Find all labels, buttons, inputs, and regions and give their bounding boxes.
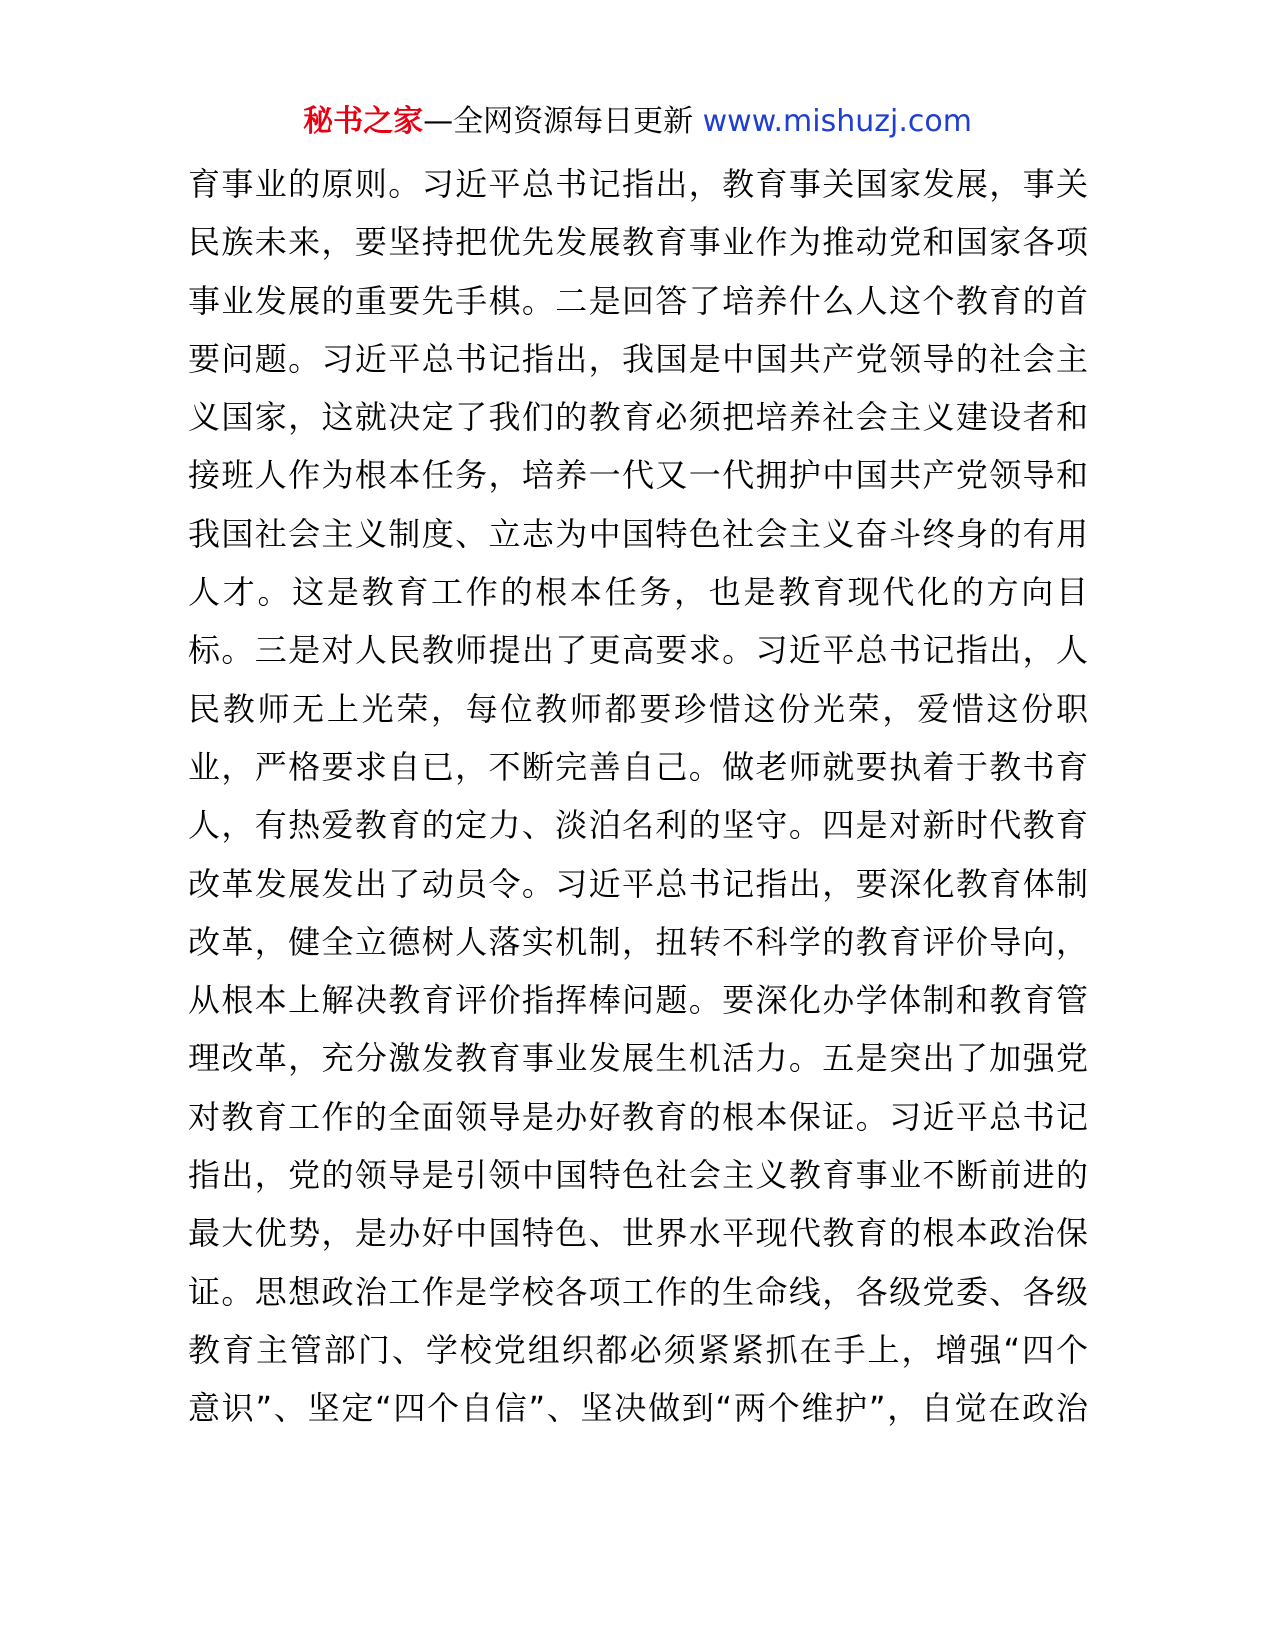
text-line: 意识”、坚定“四个自信”、坚决做到“两个维护”，自觉在政治: [188, 1389, 1088, 1428]
text-line: 人，有热爱教育的定力、淡泊名利的坚守。四是对新时代教育: [188, 806, 1088, 845]
website-link[interactable]: www.mishuzj.com: [702, 104, 972, 139]
page-header: [0, 100, 1275, 144]
text-line: 民族未来，要坚持把优先发展教育事业作为推动党和国家各项: [188, 223, 1088, 262]
text-line: 我国社会主义制度、立志为中国特色社会主义奋斗终身的有用: [188, 514, 1088, 553]
text-line: 改革发展发出了动员令。习近平总书记指出，要深化教育体制: [188, 864, 1088, 903]
text-line: 接班人作为根本任务，培养一代又一代拥护中国共产党领导和: [188, 456, 1088, 495]
text-line: 育事业的原则。习近平总书记指出，教育事关国家发展，事关: [188, 165, 1088, 203]
text-line: 教育主管部门、学校党组织都必须紧紧抓在手上，增强“四个: [188, 1330, 1088, 1369]
text-line: 改革，健全立德树人落实机制，扭转不科学的教育评价导向，: [188, 922, 1088, 961]
text-line: 民教师无上光荣，每位教师都要珍惜这份光荣，爱惜这份职: [188, 689, 1088, 728]
brand-name: 秘书之家: [303, 104, 424, 139]
text-line: 人才。这是教育工作的根本任务，也是教育现代化的方向目: [188, 573, 1088, 612]
text-line: 业，严格要求自已，不断完善自己。做老师就要执着于教书育: [188, 747, 1088, 786]
text-line: 标。三是对人民教师提出了更高要求。习近平总书记指出，人: [188, 631, 1088, 670]
text-line: 最大优势，是办好中国特色、世界水平现代教育的根本政治保: [188, 1214, 1088, 1253]
text-line: 要问题。习近平总书记指出，我国是中国共产党领导的社会主: [188, 339, 1088, 378]
text-line: 对教育工作的全面领导是办好教育的根本保证。习近平总书记: [188, 1097, 1088, 1136]
header-tagline: —全网资源每日更新: [423, 104, 694, 139]
body-text: [188, 155, 1088, 1438]
text-line: 证。思想政治工作是学校各项工作的生命线，各级党委、各级: [188, 1272, 1088, 1311]
text-line: 事业发展的重要先手棋。二是回答了培养什么人这个教育的首: [188, 281, 1088, 320]
text-line: 理改革，充分激发教育事业发展生机活力。五是突出了加强党: [188, 1039, 1088, 1078]
text-line: 从根本上解决教育评价指挥棒问题。要深化办学体制和教育管: [188, 981, 1088, 1020]
text-line: 指出，党的领导是引领中国特色社会主义教育事业不断前进的: [188, 1156, 1088, 1195]
text-line: 义国家，这就决定了我们的教育必须把培养社会主义建设者和: [188, 398, 1088, 437]
